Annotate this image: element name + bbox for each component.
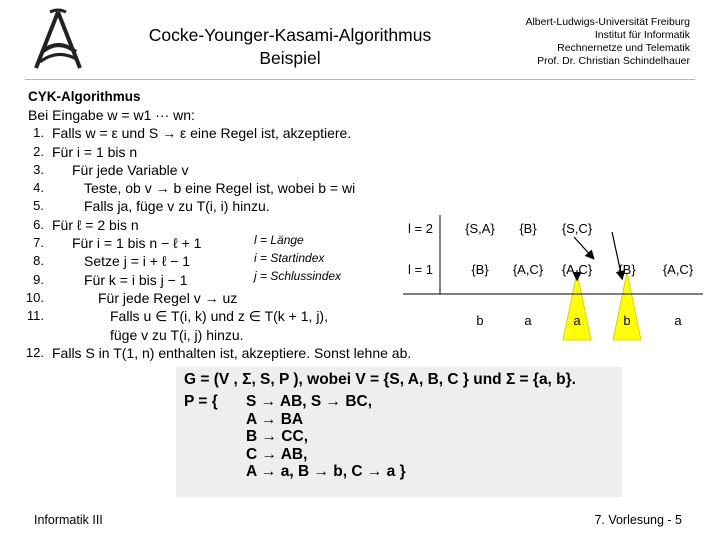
table-cell: {A,C} — [512, 262, 544, 277]
algorithm-step — [24, 197, 444, 215]
step-text: Für ℓ = 2 bis n — [52, 216, 139, 233]
step-number: 12. — [25, 344, 44, 360]
step-number: 11. — [26, 308, 44, 324]
affiliation-line: Prof. Dr. Christian Schindelhauer — [537, 55, 690, 67]
step-number: 3. — [33, 161, 44, 177]
step-number: 2. — [33, 143, 44, 159]
step-text: Teste, ob v → b eine Regel ist, wobei b = wi — [84, 180, 356, 197]
title-line-1: Cocke-Younger-Kasami-Algorithmus — [148, 25, 432, 45]
highlight-left — [563, 272, 591, 340]
row-label: l = 1 — [408, 262, 433, 277]
step-text: Falls S in T(1, n) enthalten ist, akzeptiere. Sonst lehne ab. — [52, 344, 412, 361]
step-text: Für i = 1 bis n — [52, 143, 138, 160]
algorithm-step — [24, 252, 444, 270]
university-logo-icon — [30, 8, 86, 70]
step-number: 1. — [33, 125, 44, 141]
algorithm-step — [24, 234, 444, 252]
step-number: 9. — [33, 271, 44, 287]
affiliation-line: Rechnernetze und Telematik — [557, 42, 690, 54]
title-line-2: Beispiel — [259, 48, 321, 68]
page-title — [110, 24, 470, 70]
grammar-tuple: G = (V , Σ, S, P ), wobei V = {S, A, B, C } und Σ = {a, b}. — [184, 371, 576, 388]
input-symbol: a — [573, 313, 581, 328]
step-number: 6. — [33, 216, 44, 232]
algorithm-intro: Bei Eingabe w = w1 ··· wn: — [28, 107, 195, 123]
header-divider — [25, 79, 695, 80]
input-symbol: a — [674, 313, 682, 328]
grammar-definition — [176, 367, 622, 497]
step-number: 4. — [33, 180, 44, 196]
algorithm-step — [24, 344, 444, 362]
affiliation-line: Albert-Ludwigs-Universität Freiburg — [525, 16, 690, 28]
productions-label: P = { — [184, 393, 218, 410]
affiliation-line: Institut für Informatik — [594, 29, 690, 41]
step-number: 5. — [33, 198, 44, 214]
table-cell: {B} — [519, 221, 537, 236]
step-text: Falls u ∈ T(i, k) und z ∈ T(k + 1, j), — [110, 308, 328, 325]
step-text: Für jede Regel v → uz — [98, 289, 238, 306]
step-number: 10. — [25, 289, 44, 305]
step-text: Für k = i bis j − 1 — [84, 271, 188, 288]
step-text: Für jede Variable v — [72, 161, 189, 178]
algorithm-step — [24, 179, 444, 197]
production-rule: A → a, B → b, C → a } — [246, 463, 406, 480]
algorithm-step — [24, 307, 444, 325]
highlight-right — [613, 272, 641, 340]
footer-course: Informatik III — [34, 513, 103, 527]
index-legend — [254, 231, 341, 285]
production-rule: C → AB, — [246, 445, 308, 463]
step-text: Für i = 1 bis n − ℓ + 1 — [72, 235, 202, 252]
table-cell: {B} — [618, 262, 636, 277]
algorithm-step — [24, 143, 444, 161]
step-text: Setze j = i + ℓ − 1 — [84, 253, 191, 270]
table-cell: {A,C} — [561, 262, 593, 277]
table-cell: {S,A} — [465, 221, 495, 236]
cyk-algorithm — [24, 88, 444, 362]
input-symbol: b — [476, 313, 484, 328]
step-number: 7. — [33, 235, 44, 251]
production-rule: B → CC, — [246, 428, 308, 445]
production-rule: A → BA — [246, 410, 304, 428]
table-cell: {A,C} — [662, 262, 694, 277]
affiliation — [470, 16, 690, 68]
algorithm-step — [24, 216, 444, 234]
cyk-table — [398, 210, 708, 345]
legend-end-index: j = Schlussindex — [254, 269, 342, 283]
step-text: Falls w = ε und S → ε eine Regel ist, akzeptiere. — [52, 125, 352, 142]
step-number: 8. — [33, 253, 44, 269]
algorithm-step — [24, 289, 444, 307]
row-label: l = 2 — [408, 221, 433, 236]
step-text: füge v zu T(i, j) hinzu. — [110, 326, 244, 343]
algorithm-step — [24, 161, 444, 179]
input-symbol: a — [524, 313, 532, 328]
arrow-right — [574, 237, 593, 258]
footer-page: 7. Vorlesung - 5 — [594, 513, 682, 527]
legend-length: l = Länge — [254, 233, 304, 247]
table-cell: {B} — [471, 262, 489, 277]
algorithm-step — [24, 326, 444, 344]
algorithm-step — [24, 124, 444, 142]
algorithm-title: CYK-Algorithmus — [28, 89, 141, 104]
input-symbol: b — [623, 313, 631, 328]
table-cell: {S,C} — [561, 221, 593, 236]
algorithm-step — [24, 271, 444, 289]
production-rule: S → AB, S → BC, — [246, 393, 373, 410]
step-text: Falls ja, füge v zu T(i, i) hinzu. — [84, 198, 270, 215]
legend-start-index: i = Startindex — [254, 251, 325, 265]
